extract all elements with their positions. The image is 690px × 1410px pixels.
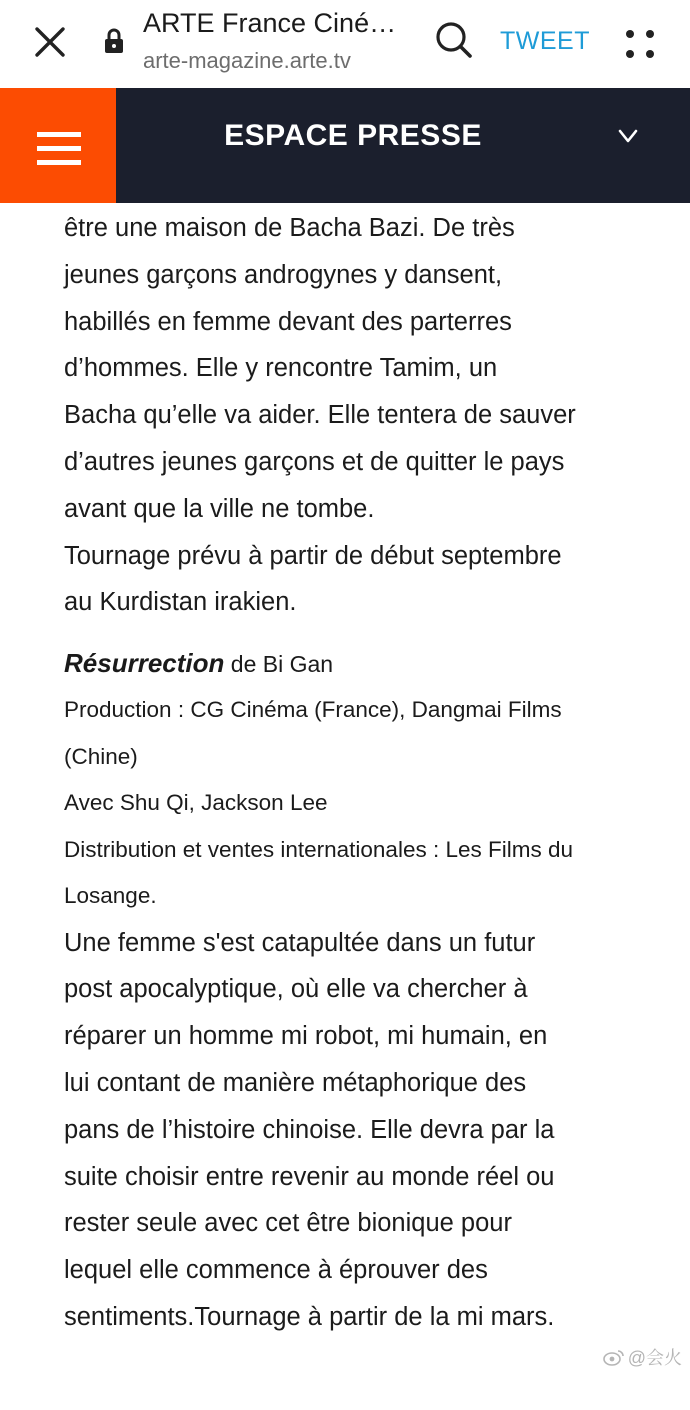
page-title[interactable]: ARTE France Ciné…	[143, 8, 397, 38]
close-icon[interactable]	[30, 22, 70, 62]
header-title: ESPACE PRESSE	[224, 118, 482, 152]
article-body	[64, 205, 664, 1341]
text-line: Tournage prévu à partir de début septembre	[64, 541, 562, 570]
intro-paragraph	[64, 205, 664, 626]
tweet-button[interactable]: TWEET	[500, 27, 590, 55]
watermark-text: @会火	[627, 1348, 682, 1368]
film-entry	[64, 640, 664, 1341]
text-line: sentiments.Tournage à partir de la mi mars.	[64, 1303, 555, 1332]
browser-toolbar	[0, 0, 690, 88]
film-director: de Bi Gan	[224, 651, 334, 678]
watermark	[603, 1344, 682, 1370]
production-line: (Chine)	[64, 743, 138, 769]
text-line: d’hommes. Elle y rencontre Tamim, un	[64, 354, 498, 383]
weibo-icon	[603, 1348, 625, 1366]
distribution-line: Losange.	[64, 883, 157, 909]
text-line: avant que la ville ne tombe.	[64, 494, 375, 523]
film-title: Résurrection	[64, 648, 225, 679]
synopsis-paragraph	[64, 920, 664, 1341]
text-line: post apocalyptique, où elle va chercher à	[64, 975, 528, 1004]
text-line: réparer un homme mi robot, mi humain, en	[64, 1022, 548, 1051]
distribution-line: Distribution et ventes internationales : Les Films du	[64, 836, 573, 862]
page-url[interactable]: arte-magazine.arte.tv	[143, 48, 351, 73]
film-heading	[64, 640, 664, 687]
menu-button[interactable]	[0, 88, 116, 203]
text-line: rester seule avec cet être bionique pour	[64, 1209, 512, 1238]
text-line: suite choisir entre revenir au monde réel ou	[64, 1162, 555, 1191]
production-line: Production : CG Cinéma (France), Dangmai Films	[64, 697, 562, 723]
text-line: au Kurdistan irakien.	[64, 588, 297, 617]
text-line: jeunes garçons androgynes y dansent,	[64, 260, 503, 289]
text-line: lui contant de manière métaphorique des	[64, 1069, 527, 1098]
text-line: lequel elle commence à éprouver des	[64, 1256, 488, 1285]
text-line: être une maison de Bacha Bazi. De très	[64, 214, 515, 242]
site-header	[0, 88, 690, 203]
text-line: Une femme s'est catapultée dans un futur	[64, 928, 536, 957]
cast-line: Avec Shu Qi, Jackson Lee	[64, 790, 328, 816]
search-icon[interactable]	[434, 20, 474, 60]
text-line: habillés en femme devant des parterres	[64, 307, 512, 336]
text-line: pans de l’histoire chinoise. Elle devra par la	[64, 1115, 555, 1144]
lock-icon	[103, 28, 125, 54]
text-line: d’autres jeunes garçons et de quitter le pays	[64, 447, 565, 476]
more-icon[interactable]	[622, 26, 658, 62]
chevron-down-icon[interactable]	[615, 125, 641, 147]
text-line: Bacha qu’elle va aider. Elle tentera de sauver	[64, 401, 576, 430]
